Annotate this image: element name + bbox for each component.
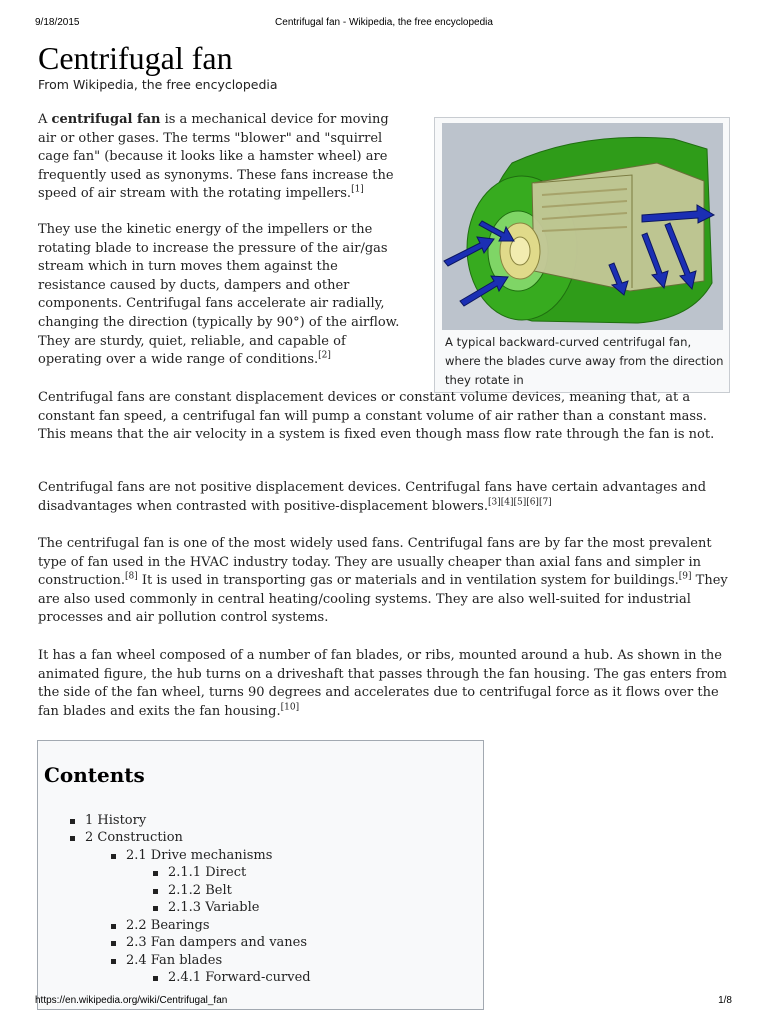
paragraph-fan-wheel: It has a fan wheel composed of a number of fan blades, or ribs, mounted around a hub. As shown in the animated figure, the hub turns on a driveshaft that passes through the fan housing. The gas enters from the side of the fan wheel, turns 90 degrees and accelerates due to centrifugal force as it flows over the fan blades and exits the fan housing.[10] — [38, 648, 728, 719]
paragraph-positive-displacement: Centrifugal fans are not positive displacement devices. Centrifugal fans have certain advantages and disadvantages when contrasted with positive-displacement blowers.[3][4][5][6][7] — [38, 480, 707, 514]
toc-item-belt[interactable]: 2.1.2 Belt — [168, 883, 232, 898]
print-footer — [0, 995, 768, 1009]
toc-item-forward-curved[interactable]: 2.4.1 Forward-curved — [168, 970, 311, 985]
figure-thumbnail — [434, 117, 730, 393]
toc-item-bearings[interactable]: 2.2 Bearings — [126, 918, 210, 933]
citation-link[interactable]: [3][4][5][6][7] — [487, 497, 552, 508]
figure-caption: A typical backward-curved centrifugal fan, where the blades curve away from the direction they rotate in — [445, 335, 724, 387]
toc-title: Contents — [44, 763, 145, 787]
print-page-title: Centrifugal fan - Wikipedia, the free encyclopedia — [275, 17, 493, 28]
article-subject-bold: centrifugal fan — [51, 112, 161, 127]
paragraph-constant-displacement: Centrifugal fans are constant displacement devices or constant volume devices, meaning that, at a constant fan speed, a centrifugal fan will pump a constant volume of air rather than a constant mass. This means that the air velocity in a system is fixed even though mass flow rate through the fan is not. — [38, 390, 715, 443]
citation-link[interactable]: [8] — [124, 571, 138, 582]
toc-item-variable[interactable]: 2.1.3 Variable — [168, 900, 260, 915]
paragraph-usage: The centrifugal fan is one of the most widely used fans. Centrifugal fans are by far the most prevalent type of fan used in the HVAC industry today. They are usually cheaper than axial fans and simpler in construction.[8] It is used in transporting gas or materials and in ventilation system for buildings.[9] They are also used commonly in central heating/cooling systems. They are also well-suited for industrial processes and air pollution control systems. — [38, 536, 728, 626]
print-header — [0, 17, 768, 31]
toc-item-fan-blades[interactable]: 2.4 Fan blades — [126, 953, 223, 968]
article-tagline: From Wikipedia, the free encyclopedia — [38, 77, 278, 92]
intro-paragraph-2: They use the kinetic energy of the impellers or the rotating blade to increase the pressure of the air/gas stream which in turn moves them against the resistance caused by ducts, dampers and other components. Centrifugal fans accelerate air radially, changing the direction (typically by 90°) of the airflow. They are sturdy, quiet, reliable, and capable of operating over a wide range of conditions.[2] — [38, 222, 400, 368]
toc-item-construction[interactable]: 2 Construction — [85, 830, 183, 845]
print-date: 9/18/2015 — [35, 17, 80, 28]
print-url: https://en.wikipedia.org/wiki/Centrifugal_fan — [35, 995, 228, 1006]
intro-paragraph-1: A centrifugal fan is a mechanical device for moving air or other gases. The terms "blower" and "squirrel cage fan" (because it looks like a hamster wheel) are frequently used as synonyms. These fans increase the speed of air stream with the rotating impellers.[1] — [38, 112, 394, 202]
print-page-number: 1/8 — [718, 995, 732, 1006]
centrifugal-fan-image[interactable] — [442, 123, 723, 330]
citation-link[interactable]: [2] — [318, 350, 331, 361]
toc-item-direct[interactable]: 2.1.1 Direct — [168, 865, 247, 880]
citation-link[interactable]: [9] — [678, 571, 692, 582]
toc-item-drive-mechanisms[interactable]: 2.1 Drive mechanisms — [126, 848, 273, 863]
table-of-contents — [37, 740, 484, 1010]
toc-item-dampers-vanes[interactable]: 2.3 Fan dampers and vanes — [126, 935, 308, 950]
article-title: Centrifugal fan — [38, 40, 233, 76]
toc-item-history[interactable]: 1 History — [85, 813, 147, 828]
citation-link[interactable]: [1] — [351, 185, 364, 196]
citation-link[interactable]: [10] — [280, 702, 300, 713]
